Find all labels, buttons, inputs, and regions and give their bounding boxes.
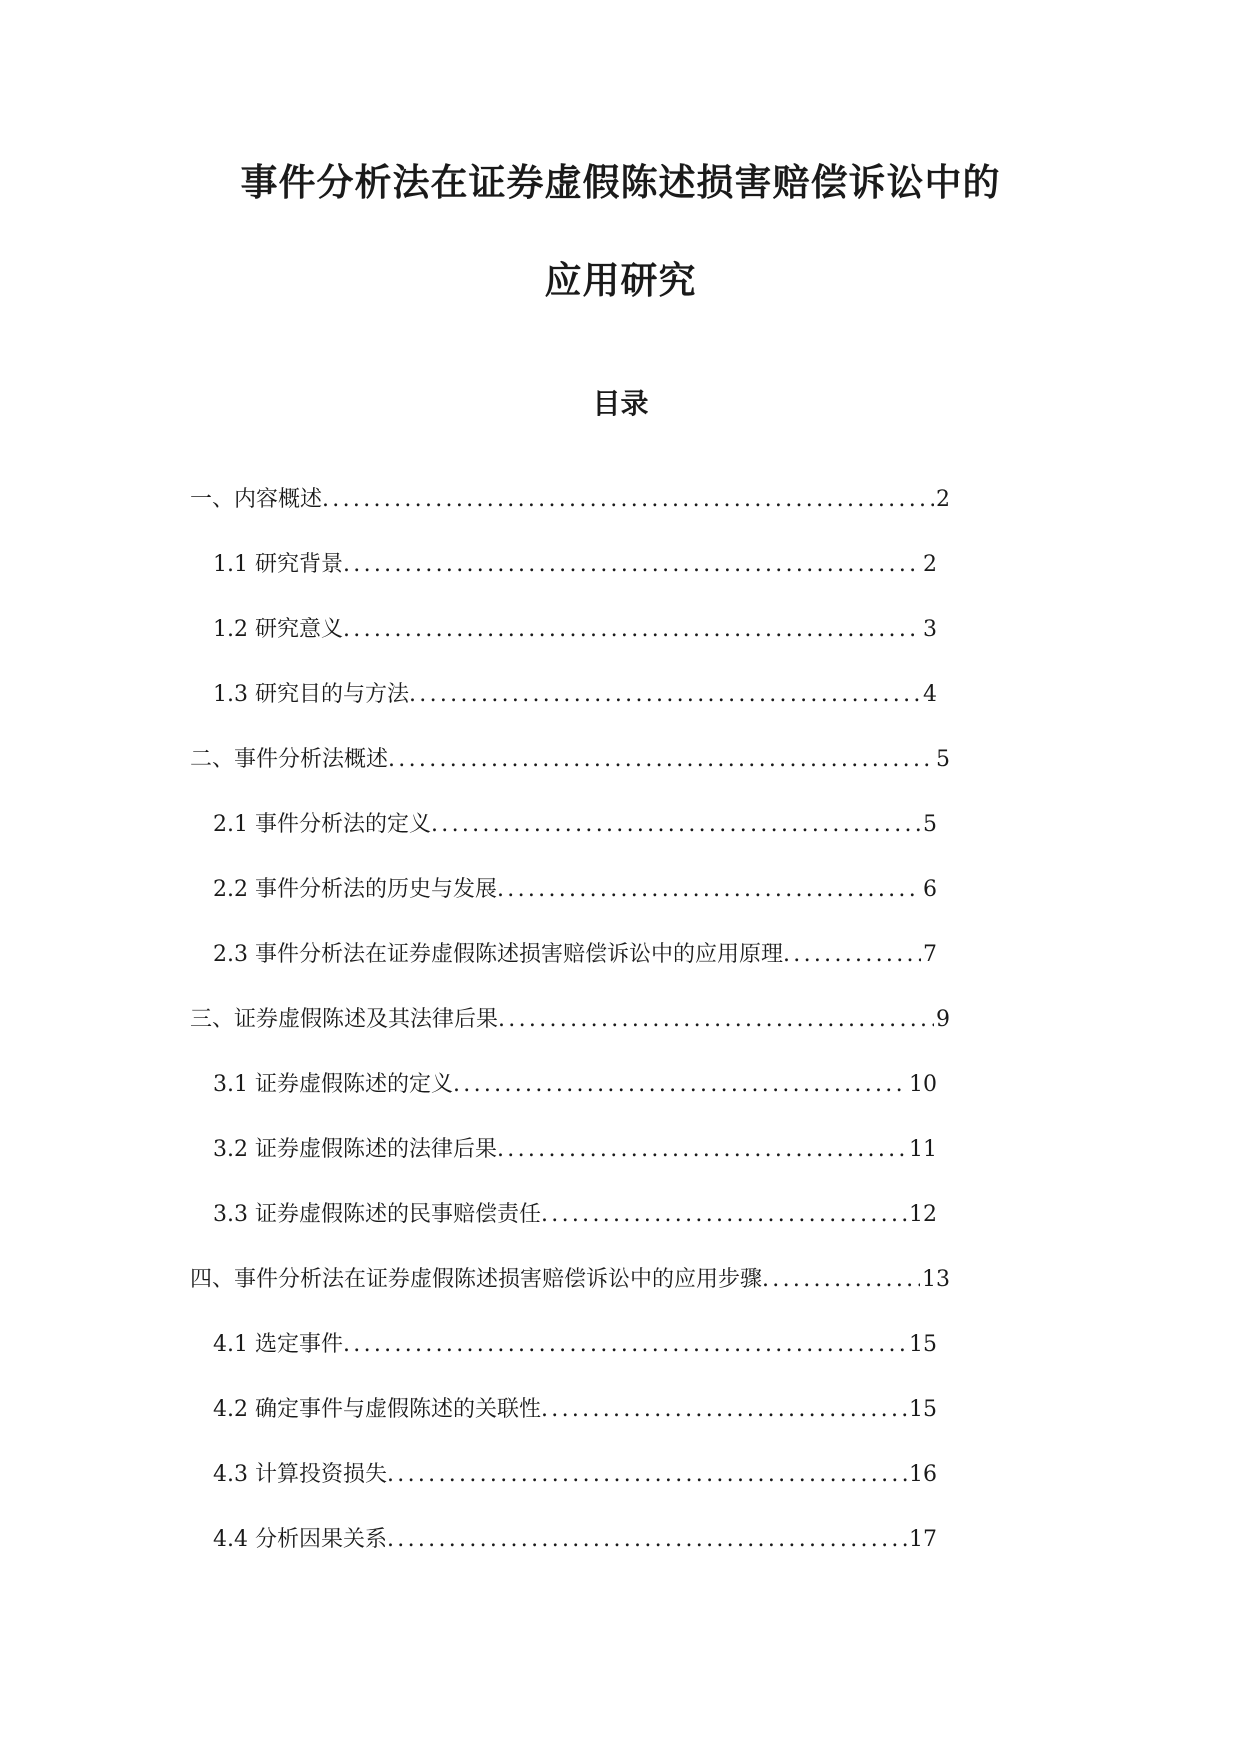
toc-entry-page-number: 16: [909, 1462, 937, 1487]
toc-entry[interactable]: [213, 1069, 937, 1134]
toc-entry-page-number: 2: [936, 487, 950, 512]
toc-entry[interactable]: [213, 809, 937, 874]
toc-entry[interactable]: [190, 744, 950, 809]
toc-entry-title: 研究意义: [254, 617, 343, 642]
toc-entry-page-number: 6: [923, 877, 937, 902]
toc-dot-leader: [783, 939, 921, 971]
toc-entry-title: 研究目的与方法: [254, 682, 409, 707]
toc-dot-leader: [497, 874, 921, 906]
toc-entry-title: 证券虚假陈述的法律后果: [254, 1137, 497, 1162]
toc-entry-page-number: 10: [909, 1072, 937, 1097]
table-of-contents: [0, 484, 1241, 1589]
toc-entry-page-number: 13: [922, 1267, 950, 1292]
toc-entry-page-number: 12: [909, 1202, 937, 1227]
toc-entry-page-number: 2: [923, 552, 937, 577]
toc-entry-title: 事件分析法在证券虚假陈述损害赔偿诉讼中的应用原理: [254, 942, 783, 967]
toc-entry-page-number: 5: [936, 747, 950, 772]
toc-entry-page-number: 15: [909, 1397, 937, 1422]
toc-entry[interactable]: [213, 549, 937, 614]
toc-entry-number: 1.2: [213, 617, 255, 642]
toc-entry[interactable]: [190, 1264, 950, 1329]
toc-entry-page-number: 5: [923, 812, 937, 837]
toc-entry[interactable]: [190, 1004, 950, 1069]
toc-entry-title: 事件分析法的定义: [254, 812, 431, 837]
toc-entry-title: 四、事件分析法在证券虚假陈述损害赔偿诉讼中的应用步骤: [190, 1267, 763, 1292]
toc-dot-leader: [343, 614, 921, 646]
toc-dot-leader: [387, 1459, 907, 1491]
toc-entry-number: 2.3: [213, 942, 255, 967]
toc-dot-leader: [343, 549, 921, 581]
toc-entry-number: 2.2: [213, 877, 255, 902]
toc-entry-page-number: 11: [909, 1137, 937, 1162]
toc-entry-page-number: 15: [909, 1332, 937, 1357]
toc-entry-page-number: 17: [909, 1527, 937, 1552]
toc-entry-title: 三、证券虚假陈述及其法律后果: [190, 1007, 499, 1032]
toc-entry[interactable]: [213, 874, 937, 939]
toc-entry-page-number: 9: [936, 1007, 950, 1032]
toc-entry-title: 证券虚假陈述的民事赔偿责任: [254, 1202, 541, 1227]
toc-entry-number: 4.3: [213, 1462, 255, 1487]
toc-entry-title: 证券虚假陈述的定义: [254, 1072, 453, 1097]
toc-entry[interactable]: [213, 1134, 937, 1199]
toc-entry[interactable]: [213, 939, 937, 1004]
toc-entry-number: 4.1: [213, 1332, 255, 1357]
document-title-line-1: 事件分析法在证券虚假陈述损害赔偿诉讼中的: [240, 161, 1001, 204]
toc-dot-leader: [343, 1329, 907, 1361]
toc-entry-title: 一、内容概述: [190, 487, 323, 512]
toc-entry[interactable]: [213, 679, 937, 744]
toc-dot-leader: [409, 679, 921, 711]
toc-entry-title: 分析因果关系: [254, 1527, 387, 1552]
toc-entry-number: 4.2: [213, 1397, 255, 1422]
toc-heading: 目录: [592, 387, 649, 420]
toc-entry-number: 2.1: [213, 812, 255, 837]
toc-entry-title: 二、事件分析法概述: [190, 747, 389, 772]
toc-entry[interactable]: [213, 1199, 937, 1264]
toc-entry-number: 3.3: [213, 1202, 255, 1227]
toc-dot-leader: [322, 484, 934, 516]
toc-dot-leader: [388, 744, 934, 776]
toc-entry-number: 4.4: [213, 1527, 255, 1552]
toc-entry-page-number: 4: [923, 682, 937, 707]
toc-dot-leader: [541, 1394, 907, 1426]
toc-entry-number: 1.3: [213, 682, 255, 707]
toc-dot-leader: [762, 1264, 920, 1296]
toc-dot-leader: [497, 1134, 907, 1166]
toc-entry-number: 3.1: [213, 1072, 255, 1097]
toc-entry[interactable]: [213, 614, 937, 679]
toc-dot-leader: [387, 1524, 907, 1556]
toc-entry[interactable]: [213, 1459, 937, 1524]
toc-entry-title: 事件分析法的历史与发展: [254, 877, 497, 902]
toc-entry[interactable]: [213, 1524, 937, 1589]
toc-entry-title: 计算投资损失: [254, 1462, 387, 1487]
document-title-line-2: 应用研究: [544, 259, 697, 302]
toc-dot-leader: [498, 1004, 934, 1036]
toc-dot-leader: [453, 1069, 907, 1101]
toc-entry-number: 3.2: [213, 1137, 255, 1162]
toc-entry-title: 研究背景: [254, 552, 343, 577]
toc-entry-page-number: 7: [923, 942, 937, 967]
toc-entry-title: 选定事件: [254, 1332, 343, 1357]
toc-entry[interactable]: [213, 1329, 937, 1394]
toc-entry[interactable]: [213, 1394, 937, 1459]
toc-dot-leader: [541, 1199, 907, 1231]
toc-entry[interactable]: [190, 484, 950, 549]
toc-dot-leader: [431, 809, 921, 841]
toc-entry-title: 确定事件与虚假陈述的关联性: [254, 1397, 541, 1422]
toc-entry-page-number: 3: [923, 617, 937, 642]
toc-entry-number: 1.1: [213, 552, 255, 577]
